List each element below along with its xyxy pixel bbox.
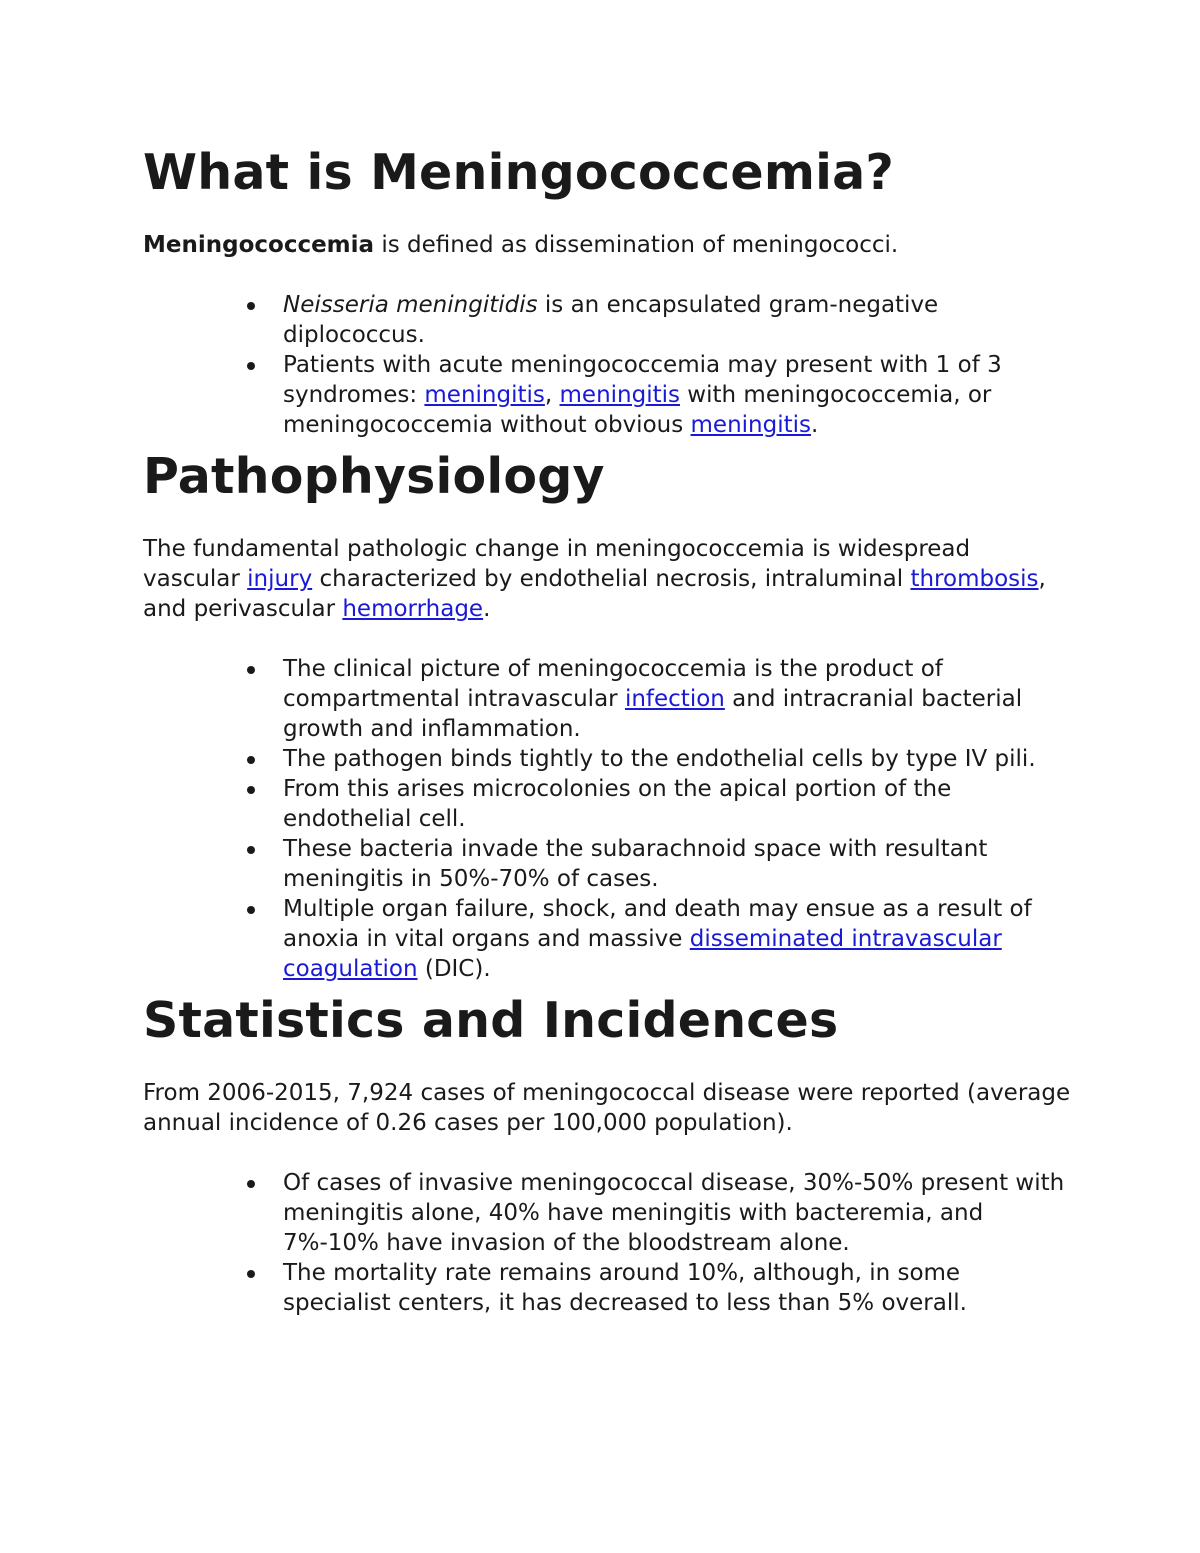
pathophysiology-paragraph	[143, 534, 1073, 624]
list-item-text: The clinical picture of meningococcemia is the product of compartmental intravascular	[283, 656, 943, 712]
bullet-icon	[247, 666, 255, 674]
list-item-text: with meningococcemia, or meningococcemia without obvious	[283, 382, 992, 438]
list-item-text: From this arises microcolonies on the apical portion of the endothelial cell.	[283, 776, 952, 832]
heading-pathophysiology: Pathophysiology	[143, 448, 605, 505]
section2-bullet-list	[143, 654, 1073, 984]
list-item-text: The mortality rate remains around 10%, although, in some specialist centers, it has decreased to less than 5% overall.	[283, 1260, 967, 1316]
list-item	[283, 290, 1073, 350]
meningitis-link[interactable]: meningitis	[559, 382, 680, 408]
list-item-text: The pathogen binds tightly to the endothelial cells by type IV pili.	[283, 746, 1036, 772]
intro-text: is defined as dissemination of meningococci.	[374, 232, 899, 258]
paragraph-text: characterized by endothelial necrosis, intraluminal	[312, 566, 911, 592]
list-item-text: Patients with acute meningococcemia may present with 1 of 3 syndromes:	[283, 352, 1002, 408]
hemorrhage-link[interactable]: hemorrhage	[342, 596, 484, 622]
thrombosis-link[interactable]: thrombosis	[910, 566, 1039, 592]
list-item-text: and intracranial bacterial growth and inflammation.	[283, 686, 1023, 742]
heading-what-is-meningococcemia: What is Meningococcemia?	[143, 144, 894, 201]
infection-link[interactable]: infection	[624, 686, 725, 712]
meningitis-link[interactable]: meningitis	[690, 412, 812, 438]
list-item	[283, 1258, 1073, 1318]
paragraph-text: .	[483, 596, 491, 622]
section3-bullet-list	[143, 1168, 1073, 1318]
list-item-text: ,	[544, 382, 560, 408]
paragraph-text: , and perivascular	[143, 566, 1046, 622]
list-item	[283, 774, 1073, 834]
bullet-icon	[247, 362, 255, 370]
bullet-icon	[247, 1180, 255, 1188]
bullet-icon	[247, 302, 255, 310]
list-item-text: Multiple organ failure, shock, and death may ensue as a result of anoxia in vital organs and massive	[283, 896, 1032, 952]
list-item	[283, 744, 1073, 774]
bullet-icon	[247, 906, 255, 914]
list-item-text: (DIC).	[417, 956, 491, 982]
heading-statistics-and-incidences: Statistics and Incidences	[143, 992, 839, 1049]
dic-link[interactable]: disseminated intravascular coagulation	[283, 926, 1002, 982]
list-item-text: These bacteria invade the subarachnoid space with resultant meningitis in 50%-70% of cases.	[283, 836, 988, 892]
intro-bold-term: Meningococcemia	[143, 232, 375, 258]
bullet-icon	[247, 786, 255, 794]
bullet-icon	[247, 846, 255, 854]
intro-paragraph	[143, 230, 1073, 260]
document-page	[143, 140, 1073, 1318]
meningitis-link[interactable]: meningitis	[424, 382, 545, 408]
bullet-icon	[247, 1270, 255, 1278]
paragraph-text: The fundamental pathologic change in meningococcemia is widespread vascular	[143, 536, 971, 592]
list-item-text: .	[811, 412, 819, 438]
list-item	[283, 1168, 1073, 1258]
list-item-text: Of cases of invasive meningococcal disease, 30%-50% present with meningitis alone, 40% have meningitis with bacteremia, and 7%-10% have invasion of the bloodstream alone.	[283, 1170, 1065, 1256]
italic-term: Neisseria meningitidis	[283, 292, 538, 318]
list-item	[283, 894, 1073, 984]
list-item	[283, 834, 1073, 894]
bullet-icon	[247, 756, 255, 764]
list-item	[283, 654, 1073, 744]
statistics-paragraph: From 2006-2015, 7,924 cases of meningococcal disease were reported (average annual incidence of 0.26 cases per 100,000 population).	[143, 1080, 1071, 1136]
injury-link[interactable]: injury	[247, 566, 313, 592]
section1-bullet-list	[143, 290, 1073, 440]
list-item-text: is an encapsulated gram-negative diplococcus.	[283, 292, 939, 348]
list-item	[283, 350, 1073, 440]
